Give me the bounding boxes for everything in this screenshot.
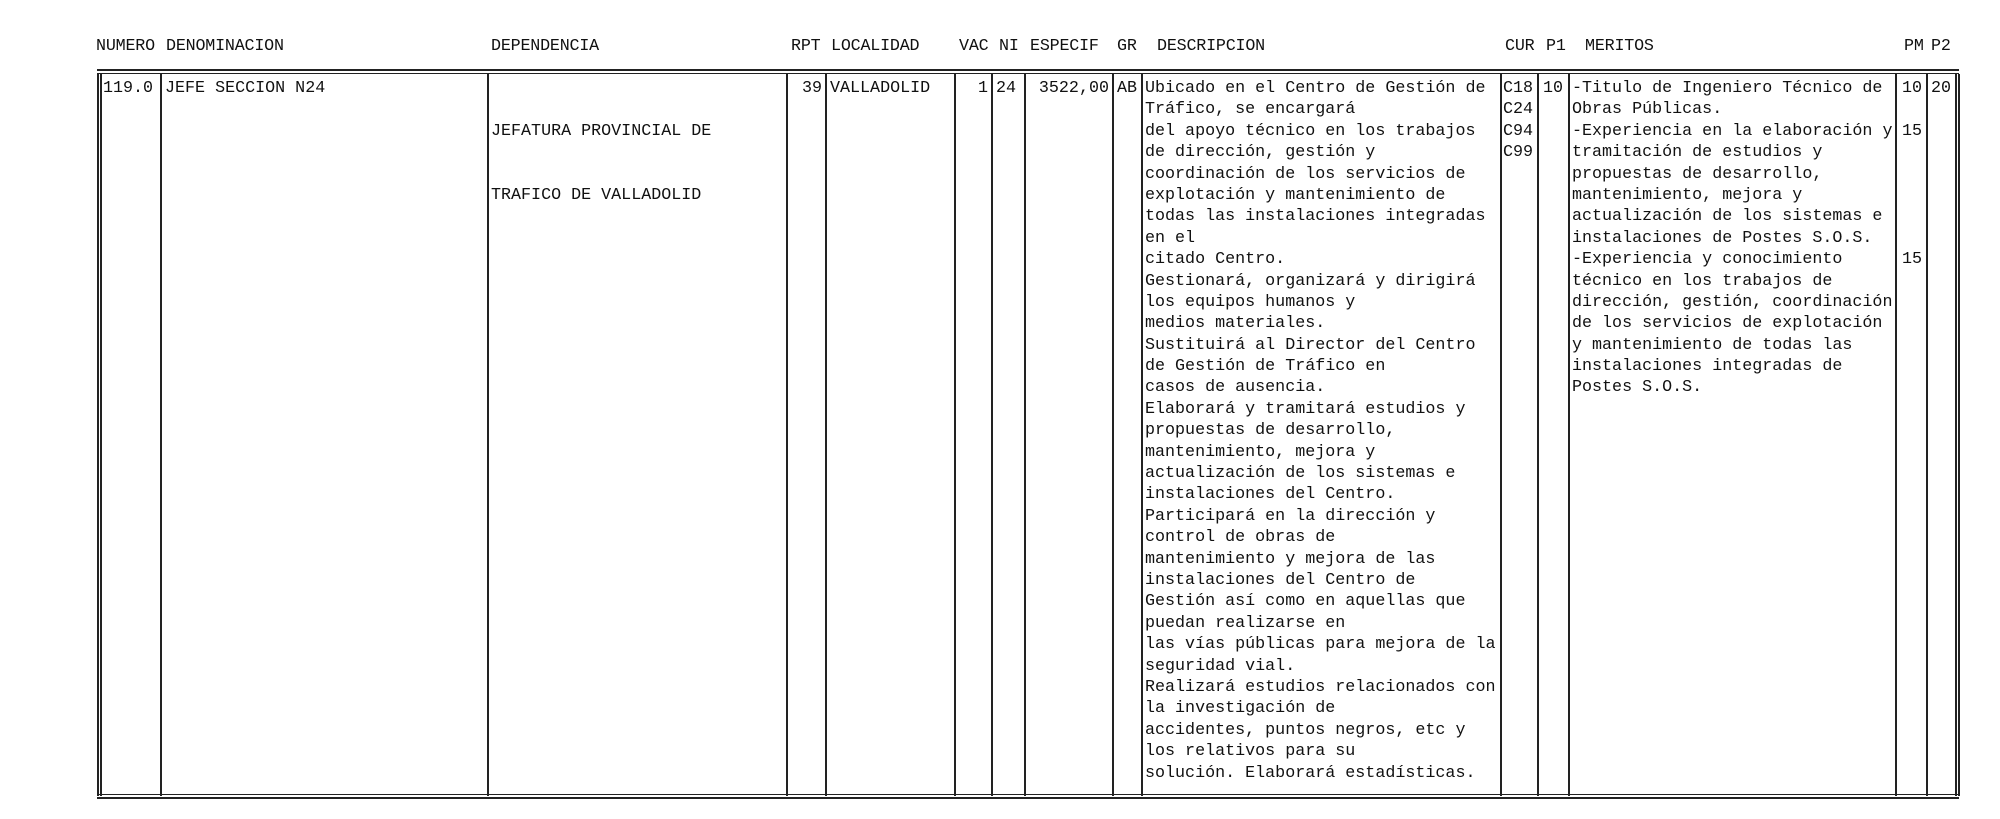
header-meritos: MERITOS [1585,37,1654,56]
column-divider [1537,74,1539,796]
cell-rpt: 39 [801,79,822,98]
pm-value: 10 [1902,79,1923,98]
column-divider [1112,74,1114,796]
descripcion-line: actualización de los sistemas e [1145,464,1456,484]
header-especif: ESPECIF [1030,37,1099,56]
meritos-line: -Titulo de Ingeniero Técnico de [1572,79,1883,98]
descripcion-line: Elaborará y tramitará estudios y [1145,399,1466,419]
pm-value [1902,164,1922,185]
pm-value [1902,142,1922,163]
meritos-line: instalaciones integradas de [1572,357,1843,377]
descripcion-line: los equipos humanos y [1145,292,1356,312]
column-divider [786,74,788,796]
cell-ni: 24 [996,79,1017,98]
meritos-line: y mantenimiento de todas las [1572,335,1853,355]
descripcion-line: coordinación de los servicios de [1145,164,1466,184]
meritos-line: -Experiencia y conocimiento [1572,250,1843,270]
table-bottom-border-inner [97,794,1959,795]
descripcion-line: medios materiales. [1145,314,1326,334]
cur-code: C18 [1503,79,1534,98]
cell-descripcion [1145,78,1496,784]
header-dependencia: DEPENDENCIA [491,37,599,56]
descripcion-line: todas las instalaciones integradas [1145,207,1486,227]
column-divider [825,74,827,796]
meritos-line: tramitación de estudios y [1572,143,1823,163]
header-denominacion: DENOMINACION [166,37,284,56]
descripcion-line: accidentes, puntos negros, etc y [1145,720,1466,740]
cell-p2: 20 [1931,79,1952,98]
descripcion-line: citado Centro. [1145,250,1286,270]
cell-denominacion: JEFE SECCION N24 [165,79,326,98]
cell-localidad: VALLADOLID [830,79,931,98]
pm-value [1902,228,1922,249]
dependencia-line: JEFATURA PROVINCIAL DE [491,121,712,141]
descripcion-line: los relativos para su [1145,742,1356,762]
descripcion-line: mantenimiento y mejora de las [1145,549,1436,569]
cell-cur [1503,78,1533,164]
cell-pm [1902,78,1922,271]
descripcion-line: propuestas de desarrollo, [1145,421,1396,441]
column-divider [1568,74,1570,796]
meritos-line: dirección, gestión, coordinación [1572,292,1893,312]
descripcion-line: Tráfico, se encargará [1145,100,1356,120]
cell-dependencia [491,78,711,228]
descripcion-line: Gestión así como en aquellas que [1145,592,1466,612]
meritos-line: actualización de los sistemas e [1572,207,1883,227]
header-descripcion: DESCRIPCION [1157,37,1265,56]
descripcion-line: Participará en la dirección y [1145,506,1436,526]
pm-value [1902,206,1922,227]
header-numero: NUMERO [96,37,155,56]
descripcion-line: Sustituirá al Director del Centro [1145,335,1476,355]
cell-especif: 3522,00 [1038,79,1109,98]
column-divider [1895,74,1897,796]
meritos-line: mantenimiento, mejora y [1572,185,1803,205]
cur-code: C94 [1503,121,1534,141]
table-right-border-inner [1955,74,1957,796]
descripcion-line: explotación y mantenimiento de [1145,185,1446,205]
meritos-line: técnico en los trabajos de [1572,271,1833,291]
meritos-line: Postes S.O.S. [1572,378,1703,398]
cell-meritos [1572,78,1892,399]
table-left-border [97,74,99,796]
header-p2: P2 [1931,37,1951,56]
meritos-line: de los servicios de explotación [1572,314,1883,334]
meritos-line: Obras Públicas. [1572,100,1723,120]
descripcion-line: control de obras de [1145,528,1336,548]
column-divider [1500,74,1502,796]
descripcion-line: las vías públicas para mejora de la [1145,635,1496,655]
descripcion-line: de Gestión de Tráfico en [1145,357,1386,377]
column-divider [160,74,162,796]
dependencia-line: TRAFICO DE VALLADOLID [491,186,702,206]
descripcion-line: solución. Elaborará estadísticas. [1145,763,1476,783]
cell-numero: 119.0 [103,79,154,98]
pm-value: 15 [1902,250,1923,270]
header-pm: PM [1904,37,1924,56]
header-p1: P1 [1546,37,1566,56]
cell-gr: AB [1117,79,1138,98]
descripcion-line: Ubicado en el Centro de Gestión de [1145,79,1486,98]
table-top-border [97,69,1959,71]
meritos-line: propuestas de desarrollo, [1572,164,1823,184]
header-ni: NI [999,37,1019,56]
pm-value: 15 [1902,121,1923,141]
descripcion-line: instalaciones del Centro de [1145,570,1416,590]
header-localidad: LOCALIDAD [831,37,920,56]
descripcion-line: en el [1145,228,1196,248]
pm-value [1902,185,1922,206]
meritos-line: -Experiencia en la elaboración y [1572,121,1893,141]
header-gr: GR [1117,37,1137,56]
descripcion-line: instalaciones del Centro. [1145,485,1396,505]
descripcion-line: la investigación de [1145,699,1336,719]
table-right-border [1958,74,1960,796]
header-vac: VAC [959,37,989,56]
column-divider [487,74,489,796]
table-left-border-inner [100,74,102,796]
column-divider [1926,74,1928,796]
descripcion-line: puedan realizarse en [1145,613,1346,633]
meritos-line: instalaciones de Postes S.O.S. [1572,228,1873,248]
descripcion-line: Gestionará, organizará y dirigirá [1145,271,1476,291]
descripcion-line: del apoyo técnico en los trabajos [1145,121,1476,141]
table-top-border-inner [97,73,1959,74]
descripcion-line: seguridad vial. [1145,656,1296,676]
cur-code: C24 [1503,100,1534,120]
descripcion-line: Realizará estudios relacionados con [1145,677,1496,697]
column-divider [954,74,956,796]
descripcion-line: casos de ausencia. [1145,378,1326,398]
descripcion-line: de dirección, gestión y [1145,143,1376,163]
table-bottom-border [97,797,1959,799]
header-rpt: RPT [791,37,821,56]
pm-value [1902,99,1922,120]
header-cur: CUR [1505,37,1535,56]
cell-vac: 1 [977,79,988,98]
column-divider [1141,74,1143,796]
cur-code: C99 [1503,143,1534,163]
column-divider [1024,74,1026,796]
column-divider [991,74,993,796]
descripcion-line: mantenimiento, mejora y [1145,442,1376,462]
cell-p1: 10 [1543,79,1564,98]
